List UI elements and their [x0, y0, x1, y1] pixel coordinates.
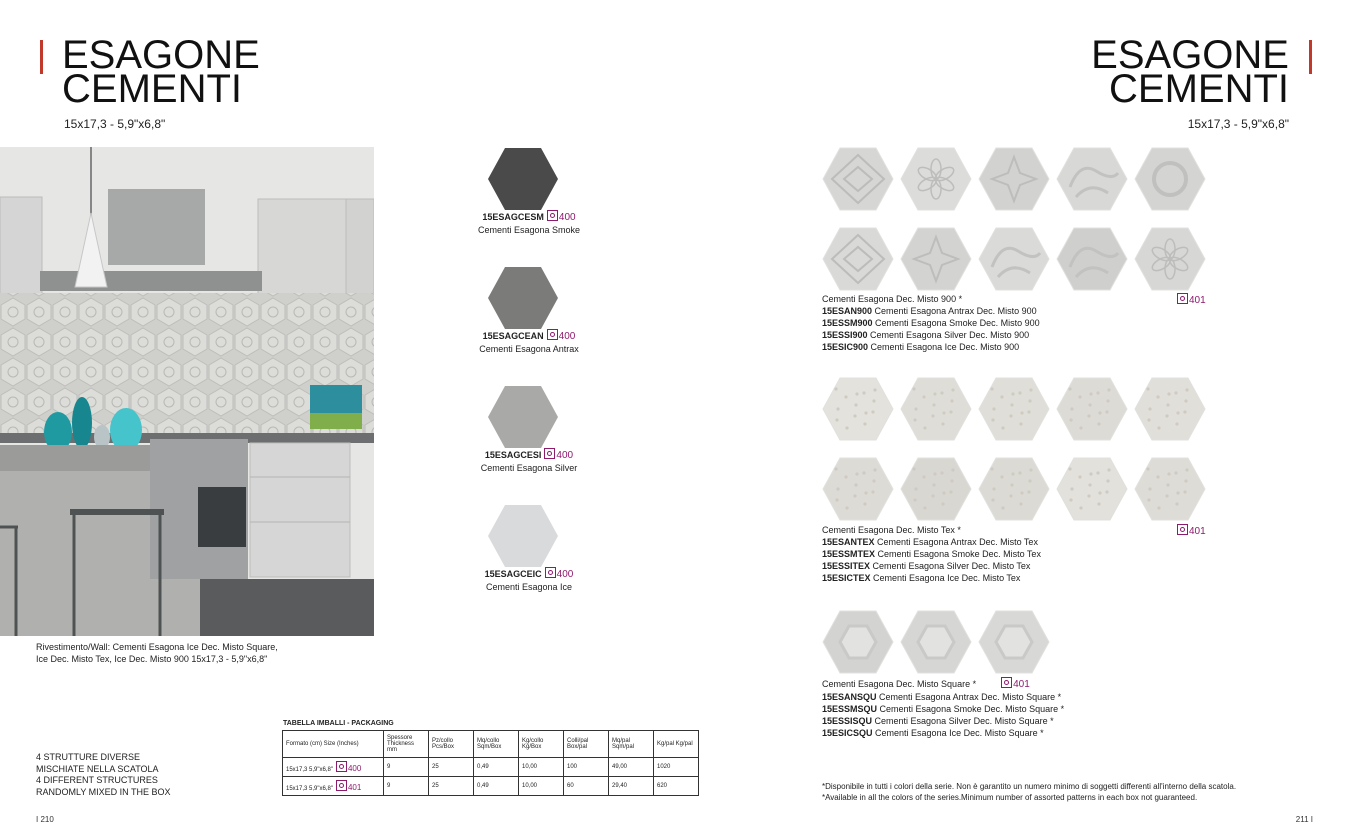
product-name: Cementi Esagona Ice Dec. Misto Square * — [875, 728, 1044, 738]
packaging-format-cell — [283, 777, 384, 796]
decor-tile-hexagon — [900, 457, 972, 521]
decor-tile-hexagon — [1134, 377, 1206, 441]
packaging-cell: 100 — [564, 758, 609, 777]
misto900-title: Cementi Esagona Dec. Misto 900 * — [822, 294, 963, 304]
decor-tile-hexagon — [978, 147, 1050, 211]
product-name: Cementi Esagona Antrax — [479, 344, 579, 354]
footnote — [822, 781, 1236, 803]
mistotex-title: Cementi Esagona Dec. Misto Tex * — [822, 525, 961, 535]
decor-list-item — [822, 329, 1040, 341]
plain-tile-caption — [467, 210, 591, 236]
packaging-cell: 620 — [654, 777, 699, 796]
decor-tile-hexagon — [822, 457, 894, 521]
product-name: Cementi Esagona Silver Dec. Misto 900 — [870, 330, 1030, 340]
kitchen-illustration — [0, 147, 374, 636]
product-code: 15ESSM900 — [822, 318, 876, 328]
quality-number: 401 — [347, 783, 362, 792]
packaging-cell: 29,40 — [609, 777, 654, 796]
format-value: 15x17,3 5,9"x6,8" — [286, 767, 333, 773]
packaging-header-cell: Spessore Thickness mm — [384, 731, 429, 758]
structures-line: RANDOMLY MIXED IN THE BOX — [36, 786, 171, 797]
product-code: 15ESSMTEX — [822, 549, 878, 559]
photo-caption — [36, 641, 278, 665]
decor-tile-hexagon — [1056, 377, 1128, 441]
decor-tile-hexagon — [822, 227, 894, 291]
packaging-header-cell: Kg/collo Kg/Box — [519, 731, 564, 758]
product-code: 15ESSISQU — [822, 716, 875, 726]
packaging-header-cell: Mq/pal Sqm/pal — [609, 731, 654, 758]
accent-bar-right — [1309, 40, 1312, 74]
packaging-cell: 9 — [384, 777, 429, 796]
title-line-2: CEMENTI — [62, 67, 242, 111]
structures-line: 4 STRUTTURE DIVERSE — [36, 752, 141, 762]
decor-tile-hexagon — [978, 377, 1050, 441]
decor-tile-hexagon — [978, 610, 1050, 674]
format-size-left: 15x17,3 - 5,9"x6,8" — [64, 117, 166, 131]
product-code: 15ESAGCESM — [482, 212, 544, 222]
plain-tile-caption — [467, 329, 591, 355]
decor-tile-hexagon — [822, 610, 894, 674]
quality-number: 400 — [556, 569, 574, 580]
decor-list-item — [822, 560, 1041, 572]
product-code: 15ESAGCEAN — [482, 331, 544, 341]
quality-number: 400 — [558, 331, 576, 342]
decor-tile-hexagon — [900, 227, 972, 291]
product-code: 15ESSITEX — [822, 561, 873, 571]
format-size-right: 15x17,3 - 5,9"x6,8" — [1187, 117, 1289, 131]
product-name: Cementi Esagona Antrax Dec. Misto Tex — [877, 537, 1038, 547]
packaging-title: TABELLA IMBALLI - PACKAGING — [283, 720, 394, 727]
decor-tile-hexagon — [1134, 227, 1206, 291]
decor-tile-hexagon — [900, 377, 972, 441]
product-code: 15ESICTEX — [822, 573, 874, 583]
series-title-left — [62, 33, 260, 111]
mistosquare-title: Cementi Esagona Dec. Misto Square * 401 — [822, 679, 1030, 690]
plain-tile-caption — [467, 448, 591, 474]
product-name: Cementi Esagona Silver Dec. Misto Tex — [872, 561, 1031, 571]
quality-number: 400 — [558, 212, 576, 223]
title-line-1: ESAGONE — [1091, 33, 1289, 77]
product-name: Cementi Esagona Silver Dec. Misto Square * — [874, 716, 1054, 726]
structures-note — [36, 752, 171, 798]
product-code: 15ESSI900 — [822, 330, 871, 340]
photo-caption-line: Ice Dec. Misto Tex, Ice Dec. Misto 900 15x17,3 - 5,9"x6,8" — [36, 654, 268, 664]
packaging-cell: 9 — [384, 758, 429, 777]
product-name: Cementi Esagona Smoke Dec. Misto Tex — [877, 549, 1041, 559]
decor-tile-hexagon — [1056, 147, 1128, 211]
decor-list-item — [822, 317, 1040, 329]
packaging-header-cell: Mq/collo Sqm/Box — [474, 731, 519, 758]
product-name: Cementi Esagona Antrax Dec. Misto 900 — [874, 306, 1037, 316]
packaging-header-cell: Formato (cm) Size (Inches) — [283, 731, 384, 758]
product-name: Cementi Esagona Silver — [480, 463, 578, 473]
kitchen-photo — [0, 147, 374, 636]
product-code: 15ESAN900 — [822, 306, 875, 316]
decor-tile-hexagon — [1134, 457, 1206, 521]
plain-tile-hexagon — [487, 147, 559, 211]
mistosquare-list — [822, 677, 1064, 739]
plain-tile-hexagon — [487, 266, 559, 330]
decor-list-item — [822, 715, 1064, 727]
footnote-line-it: *Disponibile in tutti i colori della serie. Non è garantito un numero minimo di soggetti differenti all'interno della scatola. — [822, 782, 1237, 791]
product-code: 15ESICSQU — [822, 728, 876, 738]
packaging-cell: 60 — [564, 777, 609, 796]
quality-mark-icon — [545, 567, 556, 578]
decor-tile-hexagon — [1056, 457, 1128, 521]
quality-mark-icon — [1177, 524, 1188, 535]
packaging-format-cell — [283, 758, 384, 777]
product-name: Cementi Esagona Antrax Dec. Misto Square * — [879, 692, 1062, 702]
title-line-2: CEMENTI — [1109, 67, 1289, 111]
packaging-cell: 0,49 — [474, 777, 519, 796]
product-name: Cementi Esagona Ice — [485, 582, 573, 592]
plain-tile-hexagon — [487, 385, 559, 449]
packaging-cell: 1020 — [654, 758, 699, 777]
packaging-header-row — [283, 731, 699, 758]
decor-list-item — [822, 341, 1040, 353]
product-code: 15ESANTEX — [822, 537, 878, 547]
mistosquare-tiles-row — [822, 610, 1050, 674]
quality-mark-icon — [336, 780, 347, 791]
decor-list-item — [822, 572, 1041, 584]
quality-mark-icon — [1001, 677, 1012, 688]
misto900-q-badge: 401 — [1174, 293, 1206, 306]
decor-list-item — [822, 305, 1040, 317]
packaging-row — [283, 777, 699, 796]
product-code: 15ESANSQU — [822, 692, 880, 702]
packaging-cell: 25 — [429, 758, 474, 777]
decor-tile-hexagon — [978, 457, 1050, 521]
decor-tile-hexagon — [978, 227, 1050, 291]
quality-number: 400 — [347, 764, 362, 773]
photo-caption-line: Rivestimento/Wall: Cementi Esagona Ice Dec. Misto Square, — [36, 642, 278, 652]
page-number-left: I 210 — [36, 815, 54, 824]
decor-tile-hexagon — [900, 610, 972, 674]
series-title-right — [1091, 33, 1289, 111]
decor-tile-hexagon — [822, 147, 894, 211]
structures-line: MISCHIATE NELLA SCATOLA — [36, 763, 159, 774]
product-name: Cementi Esagona Ice Dec. Misto Tex — [873, 573, 1021, 583]
mistotex-tiles-row-2 — [822, 457, 1206, 521]
misto900-tiles-row-1 — [822, 147, 1206, 211]
packaging-table — [282, 730, 699, 796]
packaging-header-cell: Pz/collo Pcs/Box — [429, 731, 474, 758]
product-code: 15ESIC900 — [822, 342, 871, 352]
packaging-cell: 10,00 — [519, 777, 564, 796]
quality-mark-icon — [544, 448, 555, 459]
mistotex-q-badge: 401 — [1174, 524, 1206, 537]
decor-list-item — [822, 536, 1041, 548]
quality-number: 400 — [556, 450, 574, 461]
product-name: Cementi Esagona Ice Dec. Misto 900 — [870, 342, 1020, 352]
decor-tile-hexagon — [822, 377, 894, 441]
quality-mark-icon — [1177, 293, 1188, 304]
product-name: Cementi Esagona Smoke — [477, 225, 581, 235]
product-code: 15ESSMSQU — [822, 704, 880, 714]
decor-list-item — [822, 691, 1064, 703]
packaging-cell: 49,00 — [609, 758, 654, 777]
format-value: 15x17,3 5,9"x6,8" — [286, 786, 333, 792]
decor-tile-hexagon — [1056, 227, 1128, 291]
packaging-cell: 10,00 — [519, 758, 564, 777]
quality-mark-icon — [547, 210, 558, 221]
plain-tile-hexagon — [487, 504, 559, 568]
page-number-right: 211 I — [1295, 815, 1313, 824]
plain-tile-caption — [467, 567, 591, 593]
quality-mark-icon — [547, 329, 558, 340]
quality-mark-icon — [336, 761, 347, 772]
footnote-line-en: *Available in all the colors of the series.Minimum number of assorted patterns in each box not guaranteed. — [822, 793, 1198, 802]
decor-list-item — [822, 548, 1041, 560]
mistotex-list — [822, 524, 1041, 584]
packaging-cell: 0,49 — [474, 758, 519, 777]
misto900-tiles-row-2 — [822, 227, 1206, 291]
product-name: Cementi Esagona Smoke Dec. Misto Square * — [879, 704, 1065, 714]
product-code: 15ESAGCEIC — [484, 569, 542, 579]
packaging-row — [283, 758, 699, 777]
packaging-cell: 25 — [429, 777, 474, 796]
mistotex-tiles-row-1 — [822, 377, 1206, 441]
decor-tile-hexagon — [900, 147, 972, 211]
accent-bar-left — [40, 40, 43, 74]
misto900-list — [822, 293, 1040, 353]
decor-list-item — [822, 727, 1064, 739]
decor-tile-hexagon — [1134, 147, 1206, 211]
packaging-header-cell: Colli/pal Box/pal — [564, 731, 609, 758]
product-code: 15ESAGCESI — [484, 450, 542, 460]
structures-line: 4 DIFFERENT STRUCTURES — [36, 775, 158, 785]
title-line-1: ESAGONE — [62, 33, 260, 77]
product-name: Cementi Esagona Smoke Dec. Misto 900 — [875, 318, 1040, 328]
decor-list-item — [822, 703, 1064, 715]
packaging-header-cell: Kg/pal Kg/pal — [654, 731, 699, 758]
